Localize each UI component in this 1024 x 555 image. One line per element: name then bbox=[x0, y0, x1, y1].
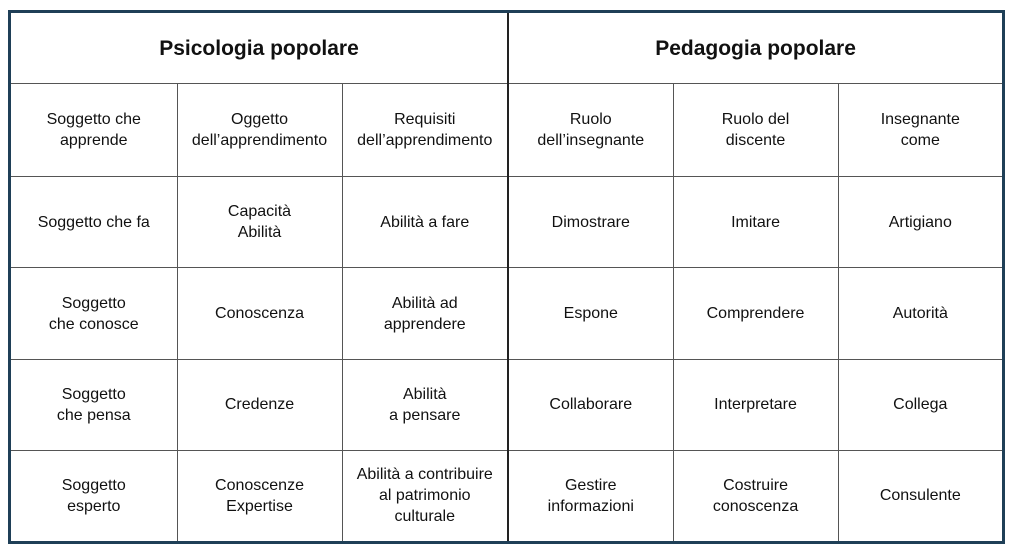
table-cell: Conoscenza bbox=[177, 268, 342, 359]
subheader-cell: Oggetto dell’apprendimento bbox=[177, 84, 342, 177]
table-cell: Soggetto che pensa bbox=[11, 359, 177, 450]
header-psicologia-popolare: Psicologia popolare bbox=[11, 13, 508, 84]
subheader-cell: Insegnante come bbox=[838, 84, 1002, 177]
table-row bbox=[11, 177, 1002, 268]
table-row bbox=[11, 450, 1002, 541]
table-cell: Soggetto che conosce bbox=[11, 268, 177, 359]
table-cell: Artigiano bbox=[838, 177, 1002, 268]
header-row bbox=[11, 13, 1002, 84]
header-pedagogia-popolare: Pedagogia popolare bbox=[508, 13, 1002, 84]
table-cell: Soggetto esperto bbox=[11, 450, 177, 541]
table-cell: Abilità ad apprendere bbox=[342, 268, 508, 359]
subheader-cell: Ruolo del discente bbox=[673, 84, 838, 177]
comparison-table bbox=[11, 13, 1002, 541]
table-cell: Comprendere bbox=[673, 268, 838, 359]
table-cell: Espone bbox=[508, 268, 673, 359]
table-cell: Capacità Abilità bbox=[177, 177, 342, 268]
table-cell: Credenze bbox=[177, 359, 342, 450]
subheader-cell: Requisiti dell’apprendimento bbox=[342, 84, 508, 177]
table-cell: Costruire conoscenza bbox=[673, 450, 838, 541]
table-row bbox=[11, 359, 1002, 450]
table-row bbox=[11, 268, 1002, 359]
subheader-row bbox=[11, 84, 1002, 177]
table-cell: Abilità a fare bbox=[342, 177, 508, 268]
subheader-cell: Ruolo dell’insegnante bbox=[508, 84, 673, 177]
table-cell: Abilità a contribuire al patrimonio culturale bbox=[342, 450, 508, 541]
table-cell: Consulente bbox=[838, 450, 1002, 541]
subheader-cell: Soggetto che apprende bbox=[11, 84, 177, 177]
table-cell: Collaborare bbox=[508, 359, 673, 450]
table-cell: Gestire informazioni bbox=[508, 450, 673, 541]
table-cell: Collega bbox=[838, 359, 1002, 450]
table-cell: Conoscenze Expertise bbox=[177, 450, 342, 541]
table-cell: Dimostrare bbox=[508, 177, 673, 268]
table-cell: Imitare bbox=[673, 177, 838, 268]
table-cell: Autorità bbox=[838, 268, 1002, 359]
table-cell: Abilità a pensare bbox=[342, 359, 508, 450]
comparison-table-frame bbox=[8, 10, 1005, 544]
table-cell: Soggetto che fa bbox=[11, 177, 177, 268]
table-cell: Interpretare bbox=[673, 359, 838, 450]
